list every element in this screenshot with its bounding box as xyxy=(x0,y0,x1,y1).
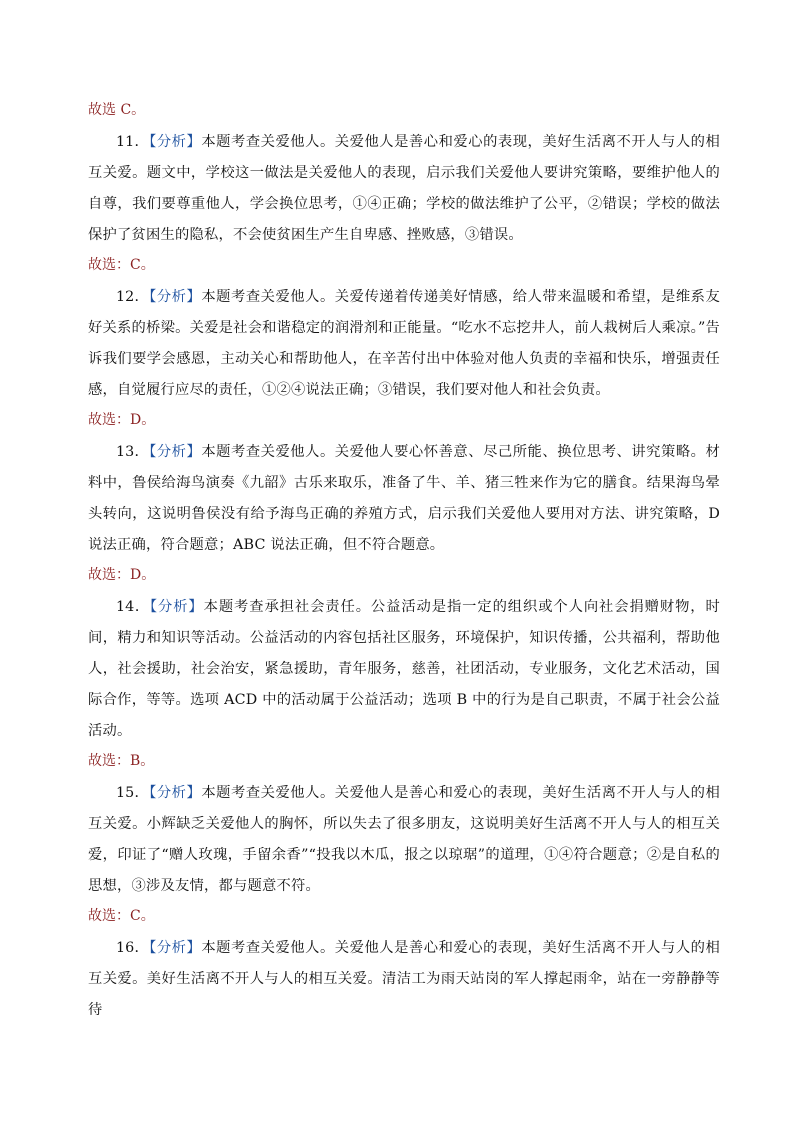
analysis-text: 本题考查关爱他人。关爱他人是善心和爱心的表现，美好生活离不开人与人的相互关爱。小辉缺乏关爱他人的胸怀，所以失去了很多朋友，这说明美好生活离不开人与人的相互关爱，印证了“赠人玫瑰，手留余香”“投我以木瓜，报之以琼琚”的道理，①④符合题意；②是自私的思想，③涉及友情，都与题意不符。 xyxy=(88,785,720,894)
item-number: 14． xyxy=(116,599,150,615)
analysis-item-14 xyxy=(88,592,720,747)
analysis-text: 本题考查关爱他人。关爱传递着传递美好情感，给人带来温暖和希望，是维系友好关系的桥梁。关爱是社会和谐稳定的润滑剂和正能量。“吃水不忘挖井人，前人栽树后人乘凉。”告诉我们要学会感恩，主动关心和帮助他人，在辛苦付出中体验对他人负责的幸福和快乐，增强责任感，自觉履行应尽的责任，①②④说法正确；③错误，我们要对他人和社会负责。 xyxy=(88,289,720,398)
answer-line-15: 故选：C。 xyxy=(88,908,155,924)
analysis-text: 本题考查关爱他人。关爱他人是善心和爱心的表现，美好生活离不开人与人的相互关爱。美好生活离不开人与人的相互关爱。清洁工为雨天站岗的军人撑起雨伞，站在一旁静静等待 xyxy=(88,940,720,1018)
item-number: 11． xyxy=(116,134,150,150)
analysis-tag: 【分析】 xyxy=(149,785,202,801)
analysis-item-15 xyxy=(88,778,720,902)
analysis-tag: 【分析】 xyxy=(149,444,202,460)
answer-line-13: 故选：D。 xyxy=(88,567,156,583)
analysis-tag: 【分析】 xyxy=(149,940,202,956)
answer-line-12: 故选：D。 xyxy=(88,412,156,428)
analysis-text: 本题考查承担社会责任。公益活动是指一定的组织或个人向社会捐赠财物，时间，精力和知识等活动。公益活动的内容包括社区服务，环境保护，知识传播，公共福利，帮助他人，社会援助，社会治安，紧急援助，青年服务，慈善，社团活动，专业服务，文化艺术活动，国际合作，等等。选项 ACD 中的活动属于公益活动；选项 B 中的行为是自己职责，不属于社会公益活动。 xyxy=(88,599,720,739)
answer-line-10: 故选 C。 xyxy=(88,102,146,118)
analysis-tag: 【分析】 xyxy=(149,599,204,615)
analysis-item-11 xyxy=(88,127,720,251)
analysis-tag: 【分析】 xyxy=(149,289,202,305)
answer-line-14: 故选：B。 xyxy=(88,753,155,769)
answer-analysis xyxy=(88,96,720,1026)
analysis-tag: 【分析】 xyxy=(149,134,202,150)
item-number: 12． xyxy=(116,289,150,305)
analysis-text: 本题考查关爱他人。关爱他人要心怀善意、尽己所能、换位思考、讲究策略。材料中，鲁侯给海鸟演奏《九韶》古乐来取乐，准备了牛、羊、猪三牲来作为它的膳食。结果海鸟晕头转向，这说明鲁侯没有给予海鸟正确的养殖方式，启示我们关爱他人要用对方法、讲究策略，D 说法正确，符合题意；ABC 说法正确，但不符合题意。 xyxy=(88,444,720,553)
item-number: 13． xyxy=(116,444,150,460)
analysis-item-13 xyxy=(88,437,720,561)
analysis-text: 本题考查关爱他人。关爱他人是善心和爱心的表现，美好生活离不开人与人的相互关爱。题文中，学校这一做法是关爱他人的表现，启示我们关爱他人要讲究策略，要维护他人的自尊，我们要尊重他人，学会换位思考，①④正确；学校的做法维护了公平，②错误；学校的做法保护了贫困生的隐私，不会使贫困生产生自卑感、挫败感，③错误。 xyxy=(88,134,720,243)
answer-line-11: 故选：C。 xyxy=(88,257,155,273)
item-number: 16． xyxy=(116,940,150,956)
analysis-item-16 xyxy=(88,933,720,1026)
item-number: 15． xyxy=(116,785,150,801)
analysis-item-12 xyxy=(88,282,720,406)
